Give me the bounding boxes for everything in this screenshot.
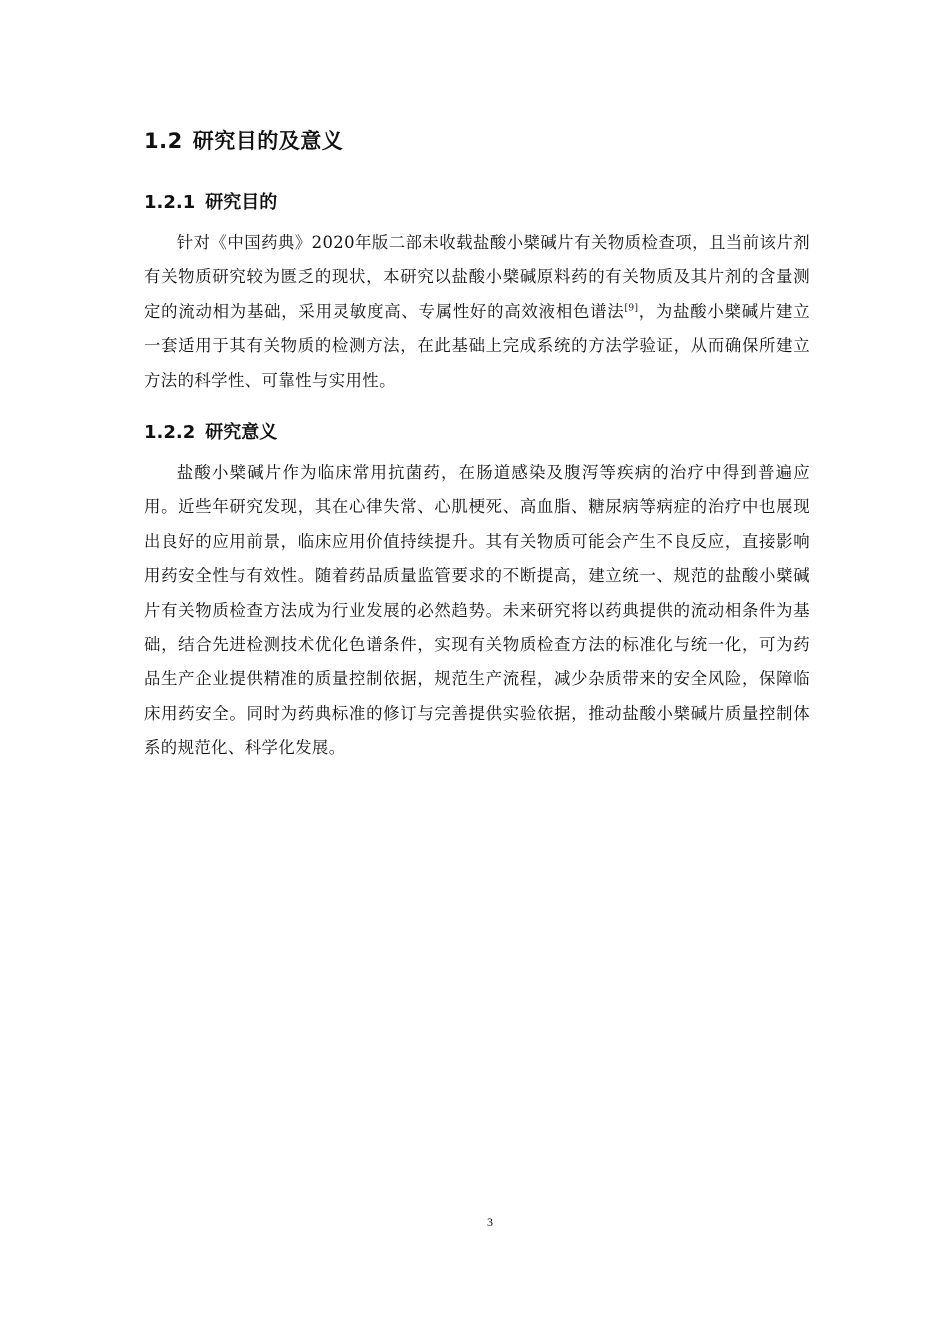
section-heading — [144, 124, 810, 158]
subsection-heading-purpose — [144, 188, 810, 218]
page-content — [144, 124, 810, 786]
paragraph-purpose-text-2: ，为盐酸小檗碱片建立一套适用于其有关物质的检测方法，在此基础上完成系统的方法学验证，从而确保所建立方法的科学性、可靠性与实用性。 — [144, 301, 810, 390]
page-number: 3 — [487, 1215, 493, 1229]
citation-reference: [9] — [624, 303, 639, 314]
paragraph-purpose — [144, 226, 810, 398]
subsection-number-significance: 1.2.2 — [144, 422, 196, 444]
section-title: 研究目的及意义 — [192, 129, 344, 153]
subsection-title-significance: 研究意义 — [205, 422, 278, 444]
section-number: 1.2 — [144, 129, 183, 153]
subsection-number-purpose: 1.2.1 — [144, 192, 196, 213]
subsection-heading-significance — [144, 418, 810, 448]
subsection-title-purpose: 研究目的 — [205, 192, 278, 213]
paragraph-purpose-text-1: 针对《中国药典》2020年版二部未收载盐酸小檗碱片有关物质检查项，且当前该片剂有关物质研究较为匮乏的现状，本研究以盐酸小檗碱原料药的有关物质及其片剂的含量测定的流动相为基础，采用灵敏度高、专属性好的高效液相色谱法 — [144, 233, 810, 321]
paragraph-significance: 盐酸小檗碱片作为临床常用抗菌药，在肠道感染及腹泻等疾病的治疗中得到普遍应用。近些年研究发现，其在心律失常、心肌梗死、高血脂、糖尿病等病症的治疗中也展现出良好的应用前景，临床应用价值持续提升。其有关物质可能会产生不良反应，直接影响用药安全性与有效性。随着药品质量监管要求的不断提高，建立统一、规范的盐酸小檗碱片有关物质检查方法成为行业发展的必然趋势。未来研究将以药典提供的流动相条件为基础，结合先进检测技术优化色谱条件，实现有关物质检查方法的标准化与统一化，可为药品生产企业提供精准的质量控制依据，规范生产流程，减少杂质带来的安全风险，保障临床用药安全。同时为药典标准的修订与完善提供实验依据，推动盐酸小檗碱片质量控制体系的规范化、科学化发展。 — [144, 463, 810, 758]
